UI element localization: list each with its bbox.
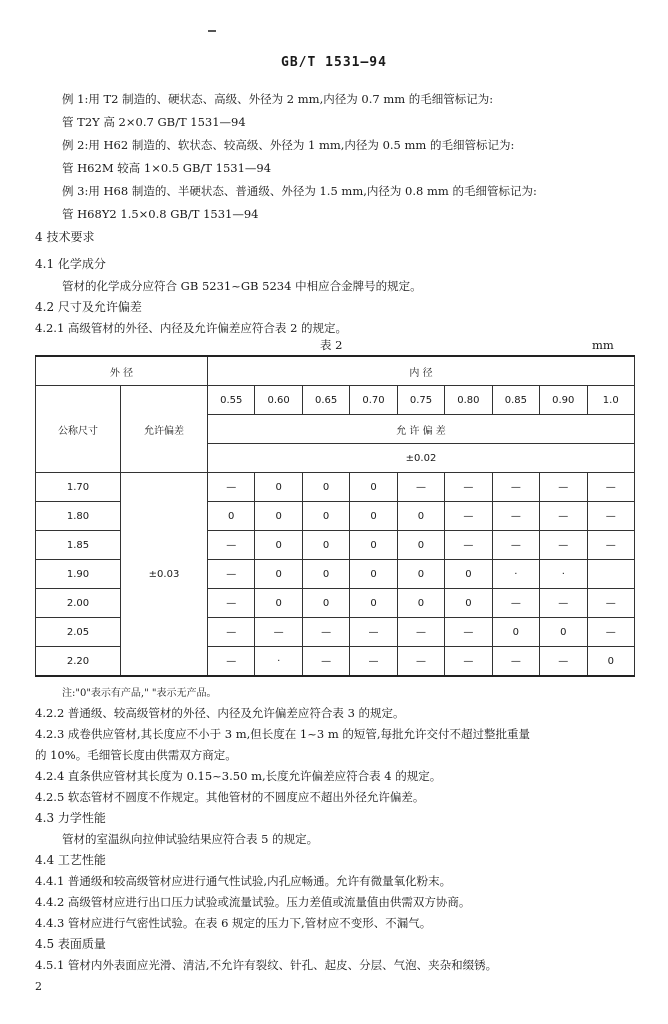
- availability-cell: —: [208, 647, 255, 677]
- availability-cell: —: [445, 473, 492, 502]
- inner-size-cell: 0.75: [397, 386, 444, 415]
- outer-diameter-header: 外 径: [36, 356, 208, 386]
- page-header: GB/T 1531—94: [281, 55, 387, 70]
- section-4-5-1-text: 4.5.1 管材内外表面应光滑、清洁,不允许有裂纹、针孔、起皮、分层、气泡、夹杂和缀锈。: [35, 958, 498, 972]
- inner-tolerance-header: 允 许 偏 差: [208, 415, 635, 444]
- page-number: 2: [35, 980, 42, 993]
- availability-cell: ·: [492, 560, 539, 589]
- example-3-text: 例 3:用 H68 制造的、半硬状态、普通级、外径为 1.5 mm,内径为 0.8 mm 的毛细管标记为:: [62, 184, 537, 198]
- example-2-text: 例 2:用 H62 制造的、软状态、较高级、外径为 1 mm,内径为 0.5 mm 的毛细管标记为:: [62, 138, 515, 152]
- availability-cell: —: [445, 531, 492, 560]
- inner-size-cell: 0.70: [350, 386, 397, 415]
- section-4-1-text: 管材的化学成分应符合 GB 5231~GB 5234 中相应合金牌号的规定。: [62, 279, 422, 293]
- availability-cell: —: [492, 647, 539, 677]
- availability-cell: 0: [540, 618, 587, 647]
- section-4-2-3-cont: 的 10%。毛细管长度由供需双方商定。: [35, 748, 237, 762]
- availability-cell: 0: [445, 560, 492, 589]
- availability-cell: 0: [255, 473, 302, 502]
- availability-cell: 0: [350, 560, 397, 589]
- inner-size-cell: 0.80: [445, 386, 492, 415]
- availability-cell: 0: [350, 473, 397, 502]
- example-2-mark: 管 H62M 较高 1×0.5 GB/T 1531—94: [62, 161, 272, 175]
- table-caption: 表 2: [320, 338, 343, 352]
- nominal-size-cell: 1.80: [36, 502, 121, 531]
- availability-cell: —: [445, 502, 492, 531]
- table-note: 注:"0"表示有产品," "表示无产品。: [62, 688, 217, 699]
- availability-cell: —: [208, 589, 255, 618]
- availability-cell: —: [445, 618, 492, 647]
- section-4-2-heading: 4.2 尺寸及允许偏差: [35, 300, 142, 314]
- section-4-heading: 4 技术要求: [35, 230, 95, 244]
- availability-cell: —: [587, 502, 635, 531]
- section-4-4-1-text: 4.4.1 普通级和较高级管材应进行通气性试验,内孔应畅通。允许有微量氧化粉末。: [35, 874, 452, 888]
- availability-cell: 0: [445, 589, 492, 618]
- availability-cell: —: [540, 473, 587, 502]
- inner-size-cell: 0.55: [208, 386, 255, 415]
- availability-cell: —: [255, 618, 302, 647]
- example-1-mark: 管 T2Y 高 2×0.7 GB/T 1531—94: [62, 115, 246, 129]
- availability-cell: —: [350, 647, 397, 677]
- availability-cell: —: [350, 618, 397, 647]
- inner-tolerance-value: ±0.02: [208, 444, 635, 473]
- inner-diameter-header: 内 径: [208, 356, 635, 386]
- availability-cell: —: [208, 473, 255, 502]
- availability-cell: —: [587, 531, 635, 560]
- availability-cell: ·: [255, 647, 302, 677]
- availability-cell: 0: [302, 502, 349, 531]
- availability-cell: 0: [587, 647, 635, 677]
- section-4-2-1-text: 4.2.1 高级管材的外径、内径及允许偏差应符合表 2 的规定。: [35, 321, 348, 335]
- availability-cell: —: [492, 502, 539, 531]
- inner-size-cell: 0.65: [302, 386, 349, 415]
- availability-cell: 0: [397, 502, 444, 531]
- nominal-size-cell: 2.00: [36, 589, 121, 618]
- inner-size-cell: 1.0: [587, 386, 635, 415]
- availability-cell: 0: [397, 531, 444, 560]
- nominal-size-cell: 1.85: [36, 531, 121, 560]
- section-4-3-text: 管材的室温纵向拉伸试验结果应符合表 5 的规定。: [62, 832, 319, 846]
- table-row: [36, 473, 635, 502]
- nominal-size-cell: 1.90: [36, 560, 121, 589]
- availability-cell: —: [397, 473, 444, 502]
- availability-cell: —: [540, 531, 587, 560]
- availability-cell: 0: [397, 560, 444, 589]
- availability-cell: 0: [302, 473, 349, 502]
- section-4-3-heading: 4.3 力学性能: [35, 811, 106, 825]
- availability-cell: 0: [350, 531, 397, 560]
- availability-cell: ·: [540, 560, 587, 589]
- availability-cell: 0: [255, 502, 302, 531]
- availability-cell: —: [208, 618, 255, 647]
- section-4-4-3-text: 4.4.3 管材应进行气密性试验。在表 6 规定的压力下,管材应不变形、不漏气。: [35, 916, 432, 930]
- nominal-size-cell: 2.20: [36, 647, 121, 677]
- availability-cell: —: [302, 647, 349, 677]
- availability-cell: —: [540, 502, 587, 531]
- nominal-size-cell: 1.70: [36, 473, 121, 502]
- section-4-4-2-text: 4.4.2 高级管材应进行出口压力试验或流量试验。压力差值或流量值由供需双方协商。: [35, 895, 471, 909]
- availability-cell: —: [540, 589, 587, 618]
- example-1-text: 例 1:用 T2 制造的、硬状态、高级、外径为 2 mm,内径为 0.7 mm 的毛细管标记为:: [62, 92, 494, 106]
- availability-cell: 0: [492, 618, 539, 647]
- availability-cell: —: [587, 618, 635, 647]
- availability-cell: 0: [302, 589, 349, 618]
- availability-cell: —: [492, 531, 539, 560]
- inner-size-cell: 0.85: [492, 386, 539, 415]
- section-4-5-heading: 4.5 表面质量: [35, 937, 106, 951]
- inner-size-cell: 0.90: [540, 386, 587, 415]
- example-3-mark: 管 H68Y2 1.5×0.8 GB/T 1531—94: [62, 207, 259, 221]
- section-4-2-4-text: 4.2.4 直条供应管材其长度为 0.15~3.50 m,长度允许偏差应符合表 4 的规定。: [35, 769, 442, 783]
- outer-tolerance-cell: ±0.03: [121, 473, 208, 677]
- section-4-2-5-text: 4.2.5 软态管材不圆度不作规定。其他管材的不圆度应不超出外径允许偏差。: [35, 790, 425, 804]
- availability-cell: —: [540, 647, 587, 677]
- availability-cell: 0: [350, 502, 397, 531]
- nominal-size-cell: 2.05: [36, 618, 121, 647]
- availability-cell: —: [208, 560, 255, 589]
- section-4-1-heading: 4.1 化学成分: [35, 257, 106, 271]
- availability-cell: —: [587, 473, 635, 502]
- scan-mark: [208, 30, 216, 32]
- tolerance-header: 允许偏差: [121, 386, 208, 473]
- availability-cell: —: [492, 589, 539, 618]
- availability-cell: 0: [255, 589, 302, 618]
- availability-cell: —: [492, 473, 539, 502]
- availability-cell: —: [445, 647, 492, 677]
- availability-cell: 0: [255, 560, 302, 589]
- availability-cell: 0: [350, 589, 397, 618]
- availability-cell: 0: [302, 531, 349, 560]
- availability-cell: —: [397, 618, 444, 647]
- inner-size-cell: 0.60: [255, 386, 302, 415]
- availability-cell: [587, 560, 635, 589]
- availability-cell: 0: [255, 531, 302, 560]
- table-2: [35, 355, 635, 677]
- section-4-2-2-text: 4.2.2 普通级、较高级管材的外径、内径及允许偏差应符合表 3 的规定。: [35, 706, 405, 720]
- nominal-size-header: 公称尺寸: [36, 386, 121, 473]
- availability-cell: 0: [302, 560, 349, 589]
- section-4-4-heading: 4.4 工艺性能: [35, 853, 106, 867]
- availability-cell: 0: [208, 502, 255, 531]
- availability-cell: 0: [397, 589, 444, 618]
- availability-cell: —: [587, 589, 635, 618]
- availability-cell: —: [302, 618, 349, 647]
- availability-cell: —: [208, 531, 255, 560]
- availability-cell: —: [397, 647, 444, 677]
- table-unit: mm: [592, 338, 614, 352]
- section-4-2-3-text: 4.2.3 成卷供应管材,其长度应不小于 3 m,但长度在 1~3 m 的短管,每批允许交付不超过整批重量: [35, 727, 531, 741]
